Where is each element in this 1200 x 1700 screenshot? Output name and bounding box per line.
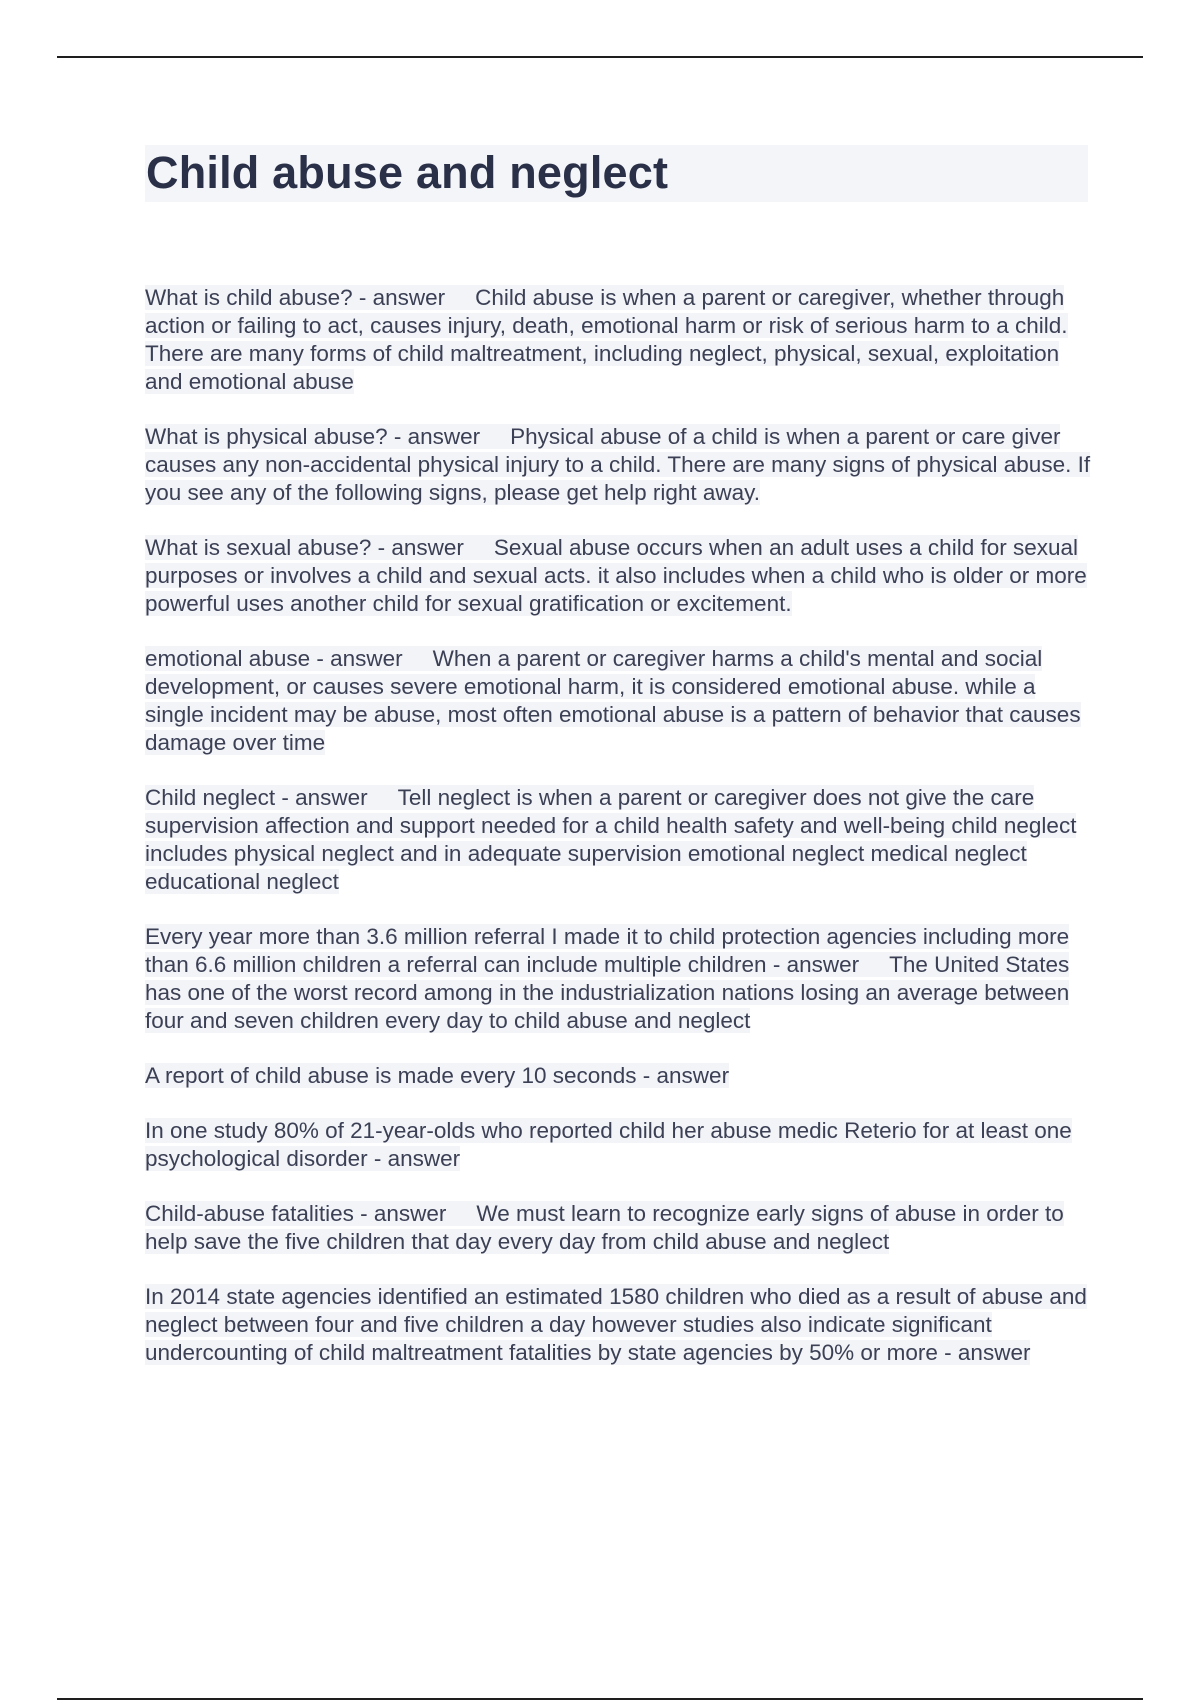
entry-definition: Sexual abuse occurs when an adult uses a child for sexual purposes or involves a child and sexual acts. it also includes when a child who is older or more powerful uses another child for sexual gratification or excitement. bbox=[145, 535, 1087, 616]
entry-term: What is sexual abuse? - answer bbox=[145, 535, 464, 560]
entry-definition: When a parent or caregiver harms a child's mental and social development, or causes severe emotional harm, it is considered emotional abuse. while a single incident may be abuse, most often emotional abuse is a pattern of behavior that causes damage over time bbox=[145, 646, 1081, 755]
entry-definition: Physical abuse of a child is when a parent or care giver causes any non-accidental physical injury to a child. There are many signs of physical abuse. If you see any of the following signs, please get help right away. bbox=[145, 424, 1091, 505]
entry-term: A report of child abuse is made every 10 seconds - answer bbox=[145, 1063, 730, 1088]
entry-term: Every year more than 3.6 million referral I made it to child protection agencies including more than 6.6 million children a referral can include multiple children - answer bbox=[145, 924, 1070, 977]
entry-term: emotional abuse - answer bbox=[145, 646, 403, 671]
top-divider bbox=[57, 56, 1143, 58]
list-item bbox=[145, 284, 1095, 396]
list-item bbox=[145, 1283, 1095, 1367]
flashcard-list bbox=[145, 284, 1095, 1394]
list-item bbox=[145, 1200, 1095, 1256]
entry-term: Child neglect - answer bbox=[145, 785, 368, 810]
entry-term: In one study 80% of 21-year-olds who reported child her abuse medic Reterio for at least one psychological disorder - answer bbox=[145, 1118, 1072, 1171]
page-title: Child abuse and neglect bbox=[146, 147, 669, 198]
list-item bbox=[145, 1117, 1095, 1173]
entry-definition: Child abuse is when a parent or caregiver, whether through action or failing to act, causes injury, death, emotional harm or risk of serious harm to a child. There are many forms of child maltreatment, including neglect, physical, sexual, exploitation and emotional abuse bbox=[145, 285, 1068, 394]
entry-definition: We must learn to recognize early signs of abuse in order to help save the five children that day every day from child abuse and neglect bbox=[145, 1201, 1064, 1254]
list-item bbox=[145, 1062, 1095, 1090]
list-item bbox=[145, 423, 1095, 507]
entry-term: Child-abuse fatalities - answer bbox=[145, 1201, 447, 1226]
entry-term: In 2014 state agencies identified an estimated 1580 children who died as a result of abuse and neglect between four and five children a day however studies also indicate significant undercounting of child maltreatment fatalities by state agencies by 50% or more - answer bbox=[145, 1284, 1087, 1365]
list-item bbox=[145, 923, 1095, 1035]
list-item bbox=[145, 534, 1095, 618]
entry-definition: Tell neglect is when a parent or caregiver does not give the care supervision affection and support needed for a child health safety and well-being child neglect includes physical neglect and in adequate supervision emotional neglect medical neglect educational neglect bbox=[145, 785, 1077, 894]
entry-term: What is physical abuse? - answer bbox=[145, 424, 481, 449]
entry-definition: The United States has one of the worst record among in the industrialization nations losing an average between four and seven children every day to child abuse and neglect bbox=[145, 952, 1070, 1033]
list-item bbox=[145, 784, 1095, 896]
entry-term: What is child abuse? - answer bbox=[145, 285, 446, 310]
list-item bbox=[145, 645, 1095, 757]
